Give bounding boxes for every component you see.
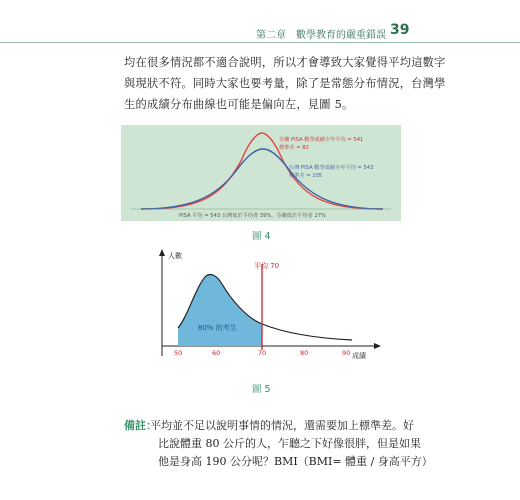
x-tick-label: 60 <box>212 349 221 357</box>
x-axis-label: 成績 <box>352 352 366 360</box>
finland-legend-line2: 標準差 = 82 <box>279 145 309 151</box>
area-label: 80% 的考生 <box>198 324 237 332</box>
paragraph-line: 生的成績分布曲線也可能是偏向左，見圖 5。 <box>124 98 354 111</box>
mean-label: 平均 70 <box>254 262 280 270</box>
y-axis-arrow <box>159 249 165 256</box>
x-tick-label: 50 <box>174 349 183 357</box>
paragraph-line: 均在很多情況都不適合說明，所以才會導致大家覺得平均這數字 <box>124 56 446 69</box>
figure-4-chart <box>121 125 401 221</box>
note-line: 他是身高 190 公分呢？BMI（BMI= 體重 / 身高平方） <box>158 455 433 468</box>
x-tick-label: 90 <box>342 349 351 357</box>
taiwan-legend-line2: 標準差 = 105 <box>289 173 323 179</box>
note-line: 比說體重 80 公斤的人，乍聽之下好像很胖，但是如果 <box>158 437 421 450</box>
figure-5-chart <box>152 246 388 370</box>
x-tick-label: 80 <box>300 349 309 357</box>
figure-5-caption: 圖 5 <box>252 384 271 395</box>
finland-legend-line1: 芬蘭 PISA 數學成績全年平均 = 541 <box>279 137 364 143</box>
area-under-curve <box>178 275 262 346</box>
body-paragraph <box>124 52 446 115</box>
paragraph-line: 與現狀不符。同時大家也要考量，除了是常態分布情況，台灣學 <box>124 77 446 90</box>
page-header <box>0 0 520 40</box>
y-axis-label: 人數 <box>168 252 182 260</box>
header-rule <box>0 42 520 43</box>
note-label: 備註： <box>124 419 157 432</box>
x-axis-arrow <box>374 343 381 349</box>
figure-4-footnote: PISA 平均 = 543 台灣低於平均者 39%，芬蘭低於平均者 27% <box>179 213 326 219</box>
chapter-title: 第二章 數學教育的嚴重錯誤 <box>256 30 386 41</box>
note-line: 平均並不足以說明事情的情況，還需要加上標準差。好 <box>150 419 414 432</box>
x-tick-label: 70 <box>258 349 267 357</box>
figure-4-caption: 圖 4 <box>252 231 271 242</box>
page-number: 39 <box>390 22 410 38</box>
taiwan-legend-line1: 台灣 PISA 數學成績全年平均 = 543 <box>289 165 374 171</box>
